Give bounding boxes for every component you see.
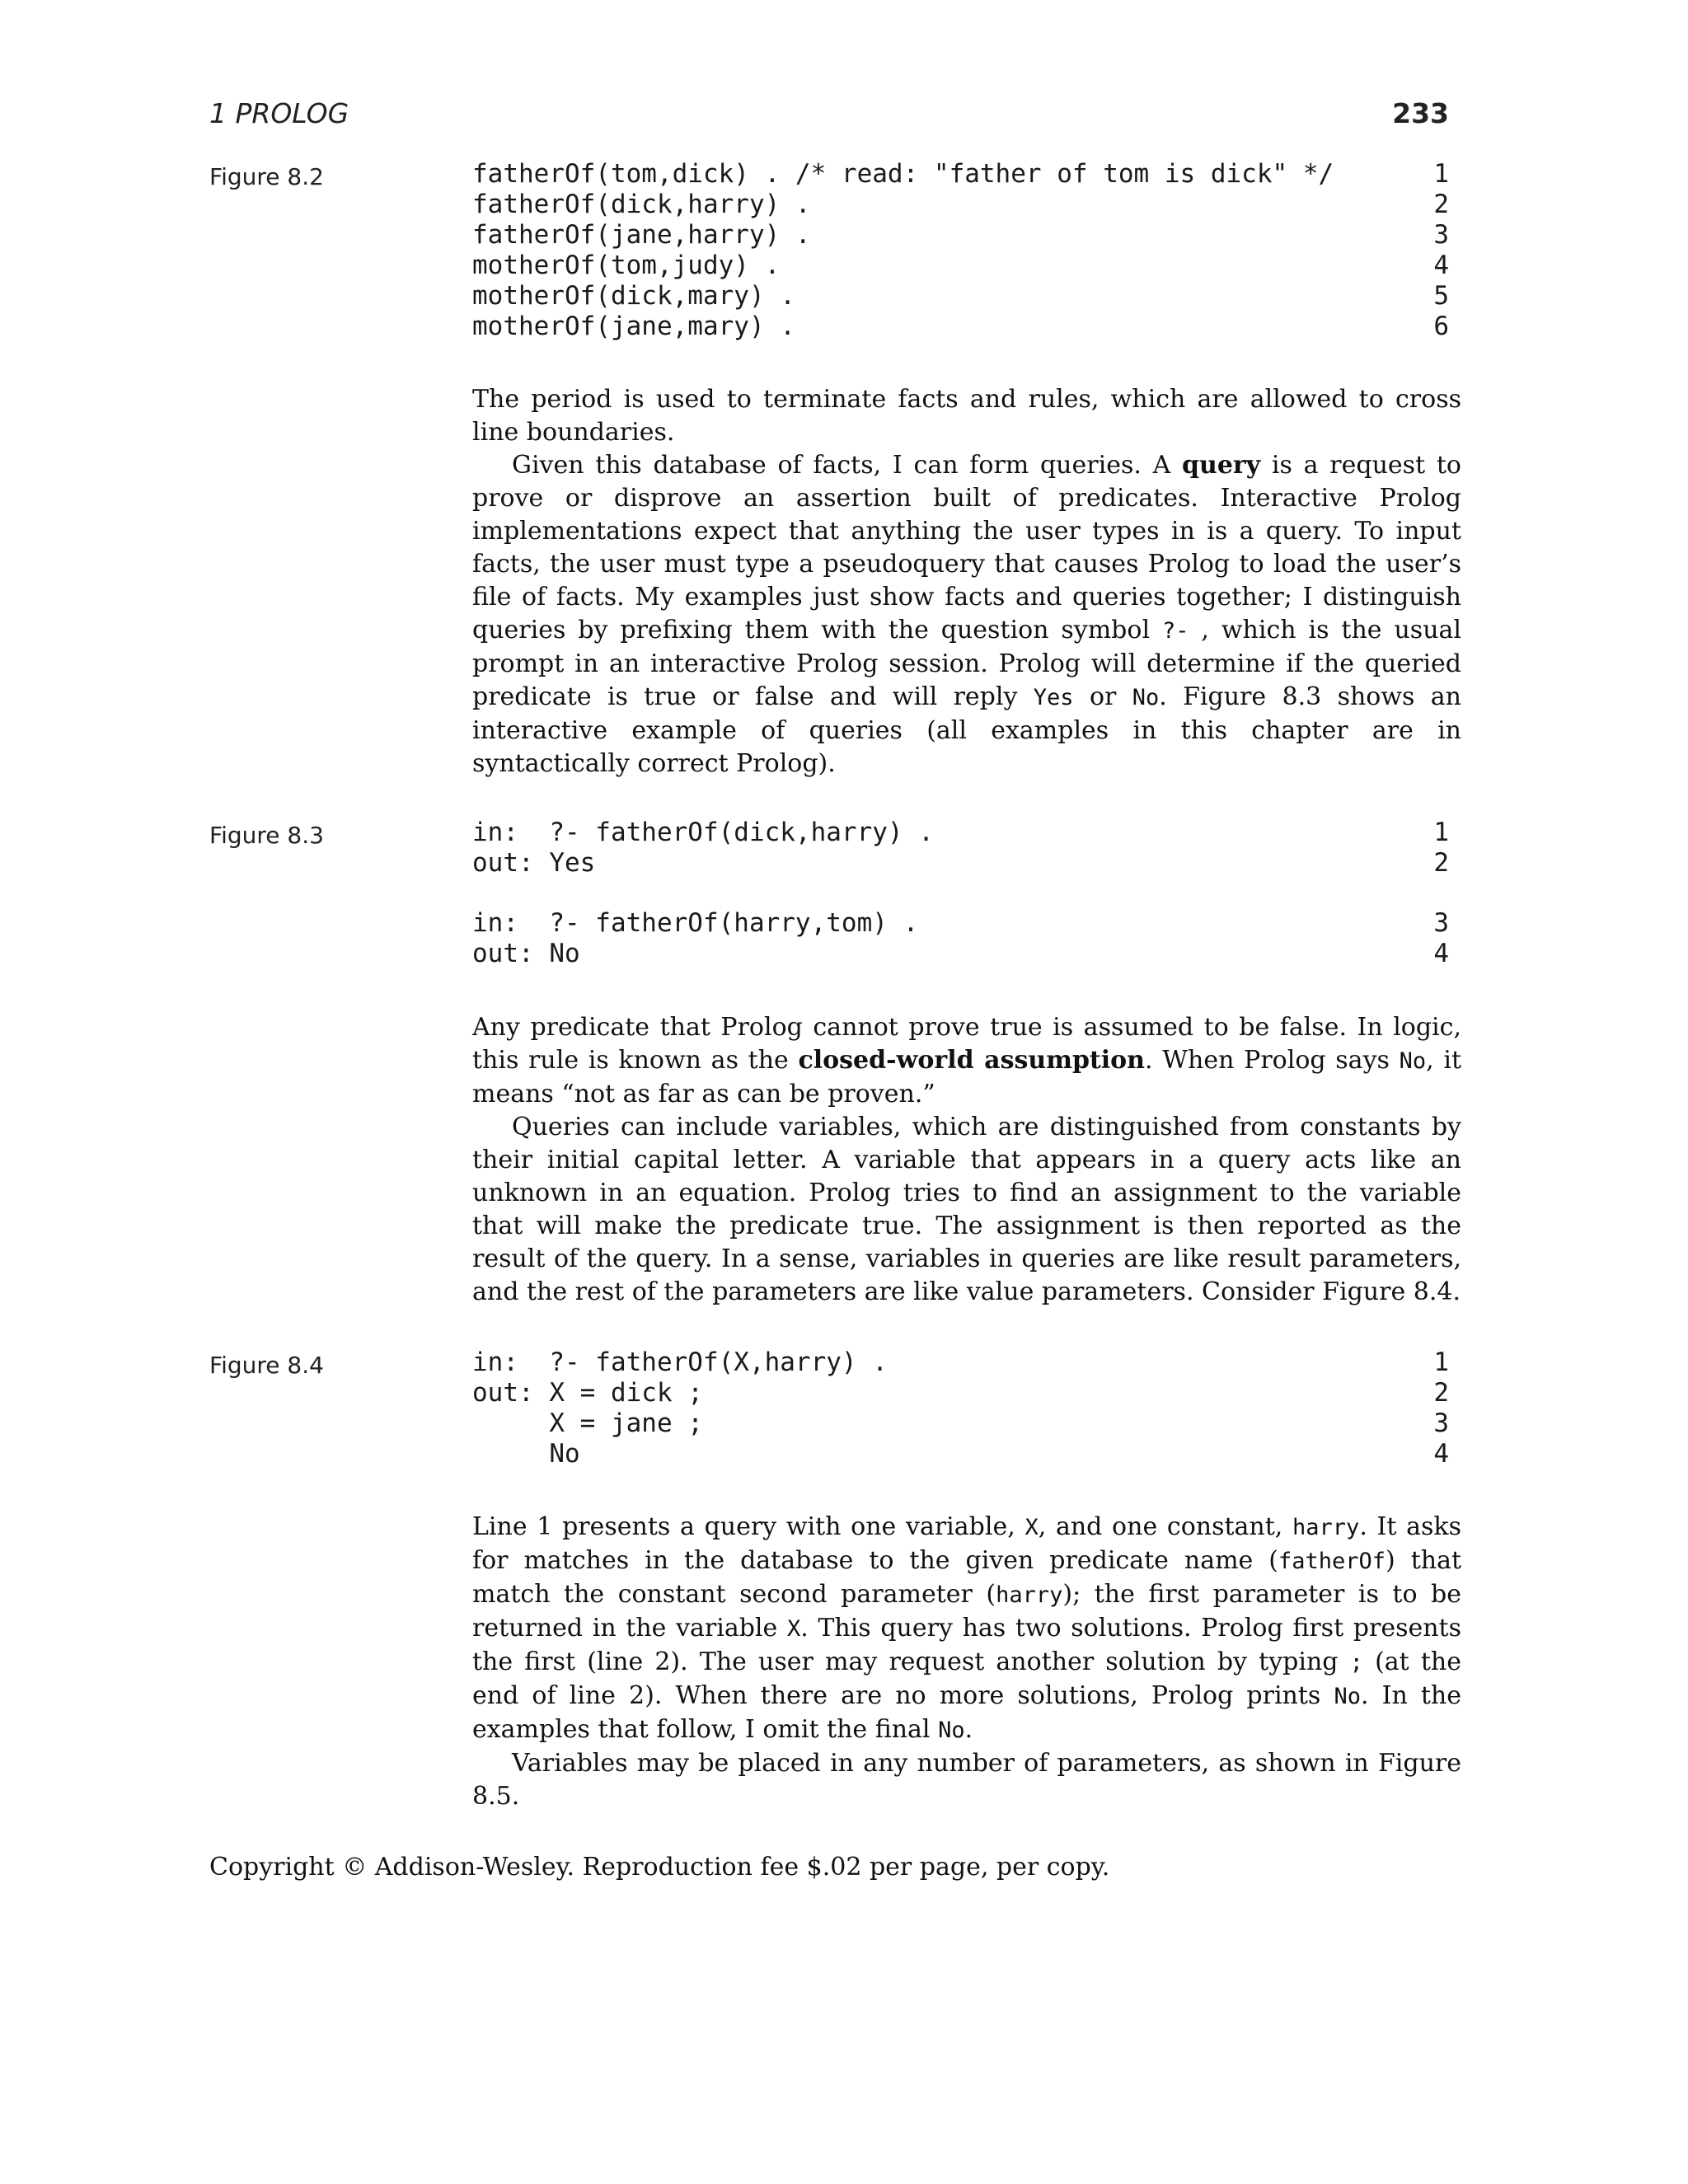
figure-label-8-3: Figure 8.3: [209, 822, 324, 849]
code-line: [472, 1347, 1449, 1378]
code-line: [472, 220, 1449, 251]
code-text: out: No: [472, 939, 580, 968]
inline-code: No: [938, 1718, 965, 1743]
code-line: [472, 908, 1449, 939]
figure-8-4-code: [472, 1347, 1449, 1469]
line-number: 5: [1433, 281, 1449, 311]
prose-block-3: [472, 1511, 1461, 1813]
inline-code: ?-: [1161, 618, 1189, 644]
code-text: in: ?- fatherOf(dick,harry) .: [472, 818, 934, 847]
line-number: 4: [1433, 939, 1449, 968]
line-number: 1: [1433, 159, 1449, 189]
prose-block-2: [472, 1011, 1461, 1309]
code-text: fatherOf(tom,dick) . /* read: "father of tom is dick" */: [472, 159, 1334, 189]
paragraph: Variables may be placed in any number of parameters, as shown in Figure 8.5.: [472, 1749, 1461, 1811]
code-line: [472, 312, 1449, 342]
line-number: 3: [1433, 220, 1449, 250]
code-text: fatherOf(dick,harry) .: [472, 190, 811, 219]
inline-code: harry: [996, 1582, 1063, 1608]
code-line: [472, 190, 1449, 220]
figure-8-2-code: [472, 159, 1449, 342]
paragraph: Line 1 presents a query with one variable, X, and one constant, harry. It asks for matches in the database to the given predicate name (fatherOf) that match the constant second parameter (harry); the first parameter is to be returned in the variable X. This query has two solutions. Prolog first presents the first (line 2). The user may request another solution by typing ; (at the end of line 2). When there are no more solutions, Prolog prints No. In the examples that follow, I omit the final No.: [472, 1512, 1462, 1744]
inline-code: harry: [1292, 1515, 1360, 1540]
paragraph: Given this database of facts, I can form queries. A query is a request to prove or disprove an assertion built of predicates. Interactive Prolog implementations expect that anything the user types in is a query. To input facts, the user must type a pseudoquery that causes Prolog to load the user’s file of facts. My examples just show facts and queries together; I distinguish queries by prefixing them with the question symbol ?- , which is the usual prompt in an interactive Prolog session. Prolog will determine if the queried predicate is true or false and will reply Yes or No. Figure 8.3 shows an interactive example of queries (all examples in this chapter are in syntactically correct Prolog).: [472, 451, 1461, 778]
code-line: [472, 251, 1449, 281]
line-number: 2: [1433, 848, 1449, 878]
inline-code: No: [1399, 1048, 1427, 1074]
code-line: [472, 159, 1449, 190]
line-number: 4: [1433, 251, 1449, 280]
code-text: out: X = dick ;: [472, 1378, 703, 1408]
line-number: 2: [1433, 190, 1449, 219]
prose-block-1: [472, 383, 1461, 780]
code-text: motherOf(tom,judy) .: [472, 251, 781, 280]
line-number: 3: [1433, 1408, 1449, 1438]
paragraph: Queries can include variables, which are distinguished from constants by their initial capital letter. A variable that appears in a query acts like an unknown in an equation. Prolog tries to find an assignment to the variable that will make the predicate true. The assignment is then reported as the result of the query. In a sense, variables in queries are like result parameters, and the rest of the parameters are like value parameters. Consider Figure 8.4.: [472, 1113, 1461, 1306]
term-query: query: [1182, 451, 1261, 480]
code-text: in: ?- fatherOf(harry,tom) .: [472, 908, 919, 938]
code-line: [472, 818, 1449, 848]
code-text: No: [472, 1439, 580, 1469]
line-number: 6: [1433, 312, 1449, 341]
inline-code: X: [1025, 1515, 1039, 1540]
code-line: [472, 1378, 1449, 1408]
code-text: motherOf(jane,mary) .: [472, 312, 795, 341]
figure-label-8-4: Figure 8.4: [209, 1352, 324, 1379]
code-text: X = jane ;: [472, 1408, 703, 1438]
code-line: [472, 939, 1449, 969]
code-line: [472, 281, 1449, 312]
inline-code: fatherOf: [1278, 1549, 1386, 1574]
line-number: 2: [1433, 1378, 1449, 1408]
inline-code: ;: [1349, 1650, 1363, 1675]
paragraph: The period is used to terminate facts and rules, which are allowed to cross line boundaries.: [472, 385, 1461, 447]
page-number: 233: [1392, 97, 1449, 129]
term-closed-world-assumption: closed-world assumption: [798, 1046, 1145, 1075]
line-number: 3: [1433, 908, 1449, 938]
line-number: 1: [1433, 1347, 1449, 1377]
code-line: [472, 1408, 1449, 1439]
figure-8-3-code: [472, 818, 1449, 969]
code-text: in: ?- fatherOf(X,harry) .: [472, 1347, 888, 1377]
line-number: 4: [1433, 1439, 1449, 1469]
figure-label-8-2: Figure 8.2: [209, 163, 324, 190]
running-head: [209, 97, 1449, 135]
code-text: fatherOf(jane,harry) .: [472, 220, 811, 250]
code-text: out: Yes: [472, 848, 596, 878]
code-line: [472, 848, 1449, 879]
inline-code: No: [1334, 1684, 1361, 1709]
code-line: [472, 1439, 1449, 1469]
inline-code: Yes: [1033, 685, 1074, 710]
line-number: 1: [1433, 818, 1449, 847]
code-text: motherOf(dick,mary) .: [472, 281, 795, 311]
inline-code: X: [786, 1616, 801, 1642]
chapter-title: 1 PROLOG: [209, 97, 349, 129]
inline-code: No: [1132, 685, 1160, 710]
copyright-footer: Copyright © Addison-Wesley. Reproduction fee $.02 per page, per copy.: [209, 1853, 1110, 1882]
paragraph: Any predicate that Prolog cannot prove true is assumed to be false. In logic, this rule is known as the closed-world assumption. When Prolog says No, it means “not as far as can be proven.”: [472, 1013, 1461, 1108]
